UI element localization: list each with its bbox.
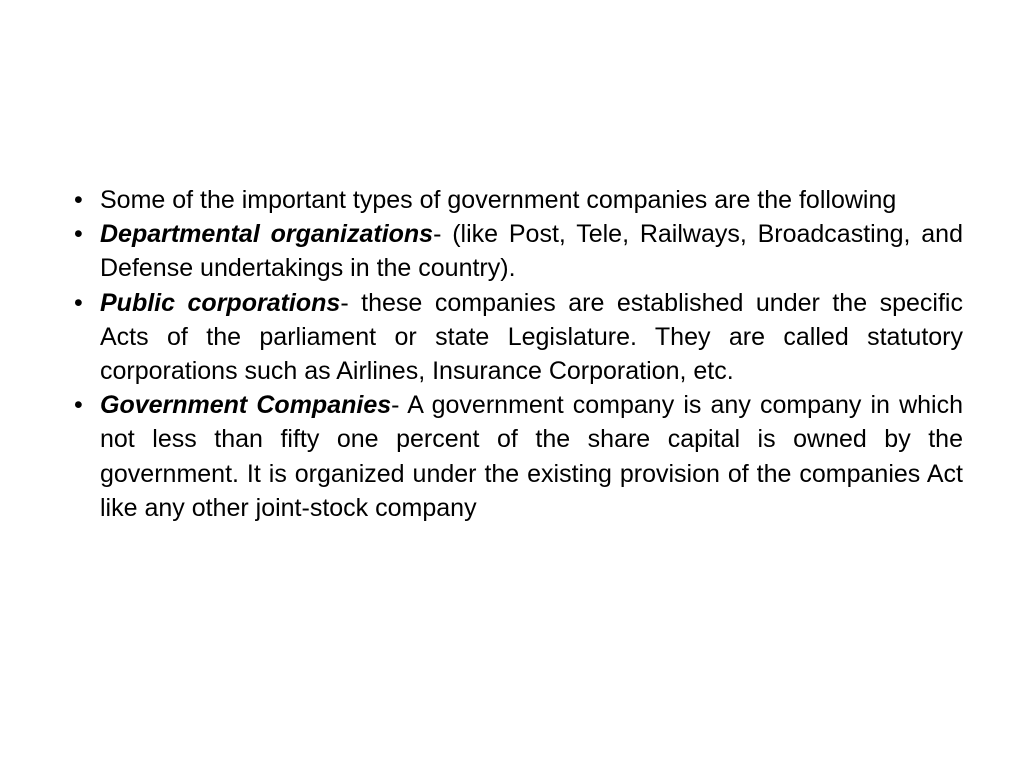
bullet-term: Government Companies (100, 391, 392, 420)
bullet-item-departmental-organizations (70, 217, 963, 285)
bullet-item-public-corporations (70, 286, 963, 389)
bullet-text: Some of the important types of government companies are the following (100, 186, 897, 214)
bullet-item-government-companies (70, 388, 963, 525)
bullet-list (70, 183, 963, 525)
bullet-item-government-company-types (70, 183, 963, 217)
bullet-term: Departmental organizations (100, 220, 434, 249)
bullet-text: - these companies are established under the specific Acts of the parliament or state Legislature. They are called statutory corporations such as Airlines, Insurance Corporation, etc. (100, 288, 963, 386)
bullet-icon: • (74, 391, 83, 420)
bullet-text: - (like Post, Tele, Railways, Broadcasting, and Defense undertakings in the country). (100, 220, 963, 283)
bullet-icon: • (74, 186, 83, 214)
bullet-icon: • (74, 220, 83, 249)
bullet-text: - A government company is any company in which not less than fifty one percent of the share capital is owned by the government. It is organized under the existing provision of the companies Act like any other joint-stock company (100, 391, 964, 522)
bullet-term: Public corporations (100, 288, 341, 317)
bullet-icon: • (74, 288, 83, 317)
